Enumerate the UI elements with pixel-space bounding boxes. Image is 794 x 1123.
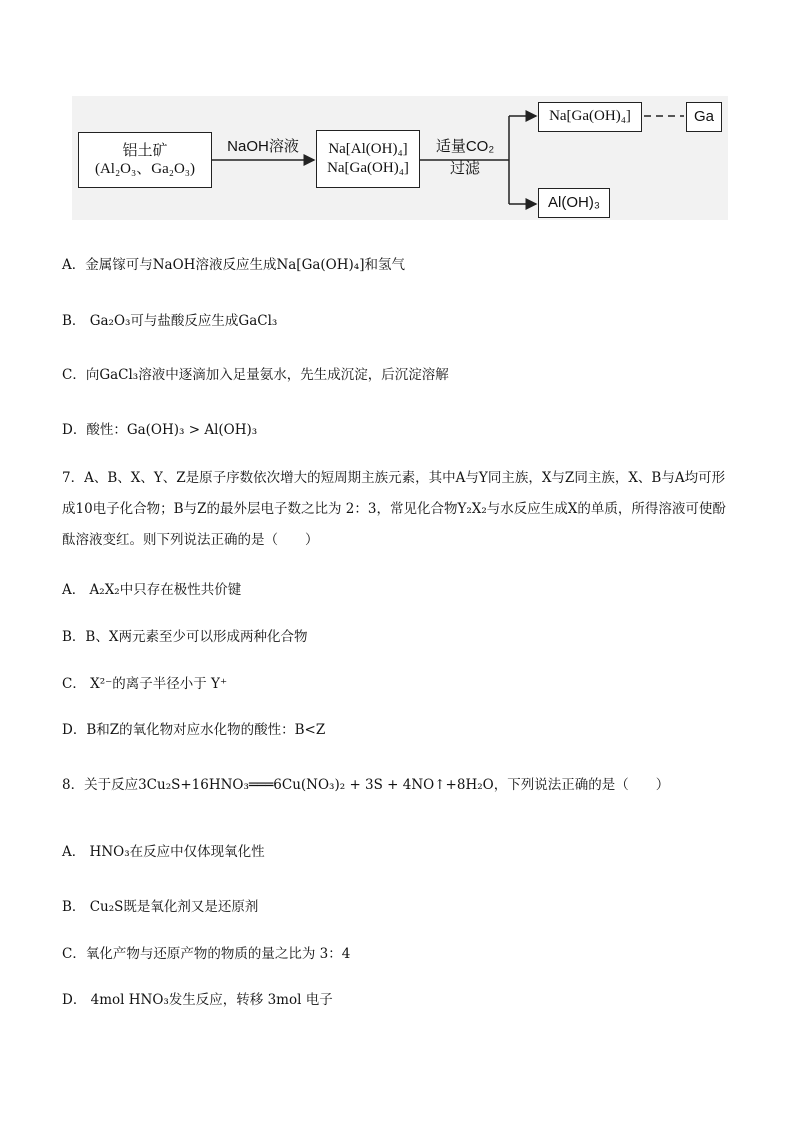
q6-option-a: A．金属镓可与NaOH溶液反应生成Na[Ga(OH)₄]和氢气 xyxy=(62,257,405,273)
q6-option-c: C．向GaCl₃溶液中逐滴加入足量氨水，先生成沉淀，后沉淀溶解 xyxy=(62,367,449,383)
q8-option-c: C．氧化产物与还原产物的物质的量之比为 3：4 xyxy=(62,946,351,962)
step2-label-line2: 过滤 xyxy=(449,159,480,177)
q7-stem: 7．A、B、X、Y、Z是原子序数依次增大的短周期主族元素，其中A与Y同主族，X与Z同主族，X、B与A均可形成10电子化合物；B与Z的最外层电子数之比为 2：3，常见化合物Y₂X₂与水反应生成X的单质，所得溶液可使酚酞溶液变红。则下列说法正确的是（ ） xyxy=(62,470,726,548)
step2-label-line1: 适量CO₂ xyxy=(435,138,495,155)
gallate-product-box: Na[Ga(OH)₄] xyxy=(538,102,642,132)
q8-option-b: B． Cu₂S既是氧化剂又是还原剂 xyxy=(62,899,259,915)
q8-option-d: D． 4mol HNO₃发生反应，转移 3mol 电子 xyxy=(62,992,333,1008)
mix-line-2: Na[Ga(OH)₄] xyxy=(327,160,409,176)
gallium-box: Ga xyxy=(686,102,722,132)
aluminum-hydroxide-box: Al(OH)₃ xyxy=(538,188,610,218)
q8-option-a: A． HNO₃在反应中仅体现氧化性 xyxy=(62,844,265,860)
bauxite-box xyxy=(78,132,212,188)
bauxite-name: 铝土矿 xyxy=(122,140,168,159)
mix-line-1: Na[Al(OH)₄] xyxy=(328,140,408,157)
q6-option-b: B． Ga₂O₃可与盐酸反应生成GaCl₃ xyxy=(62,313,278,329)
q7-option-d: D．B和Z的氧化物对应水化物的酸性：B<Z xyxy=(62,722,326,738)
q7-option-a: A． A₂X₂中只存在极性共价键 xyxy=(62,582,242,598)
flowchart xyxy=(72,96,728,220)
step1-label: NaOH溶液 xyxy=(227,138,299,155)
bauxite-formula: (Al₂O₃、Ga₂O₃) xyxy=(94,161,196,177)
q7-option-b: B．B、X两元素至少可以形成两种化合物 xyxy=(62,629,308,645)
aluminate-gallate-box xyxy=(316,130,420,188)
q8-stem: 8．关于反应3Cu₂S+16HNO₃═══6Cu(NO₃)₂ + 3S + 4NO↑+8H₂O，下列说法正确的是（ ） xyxy=(62,777,670,793)
q7-option-c: C． X²⁻的离子半径小于 Y⁺ xyxy=(62,676,228,692)
step2-label xyxy=(424,136,506,180)
q6-option-d: D．酸性：Ga(OH)₃ > Al(OH)₃ xyxy=(62,422,258,438)
